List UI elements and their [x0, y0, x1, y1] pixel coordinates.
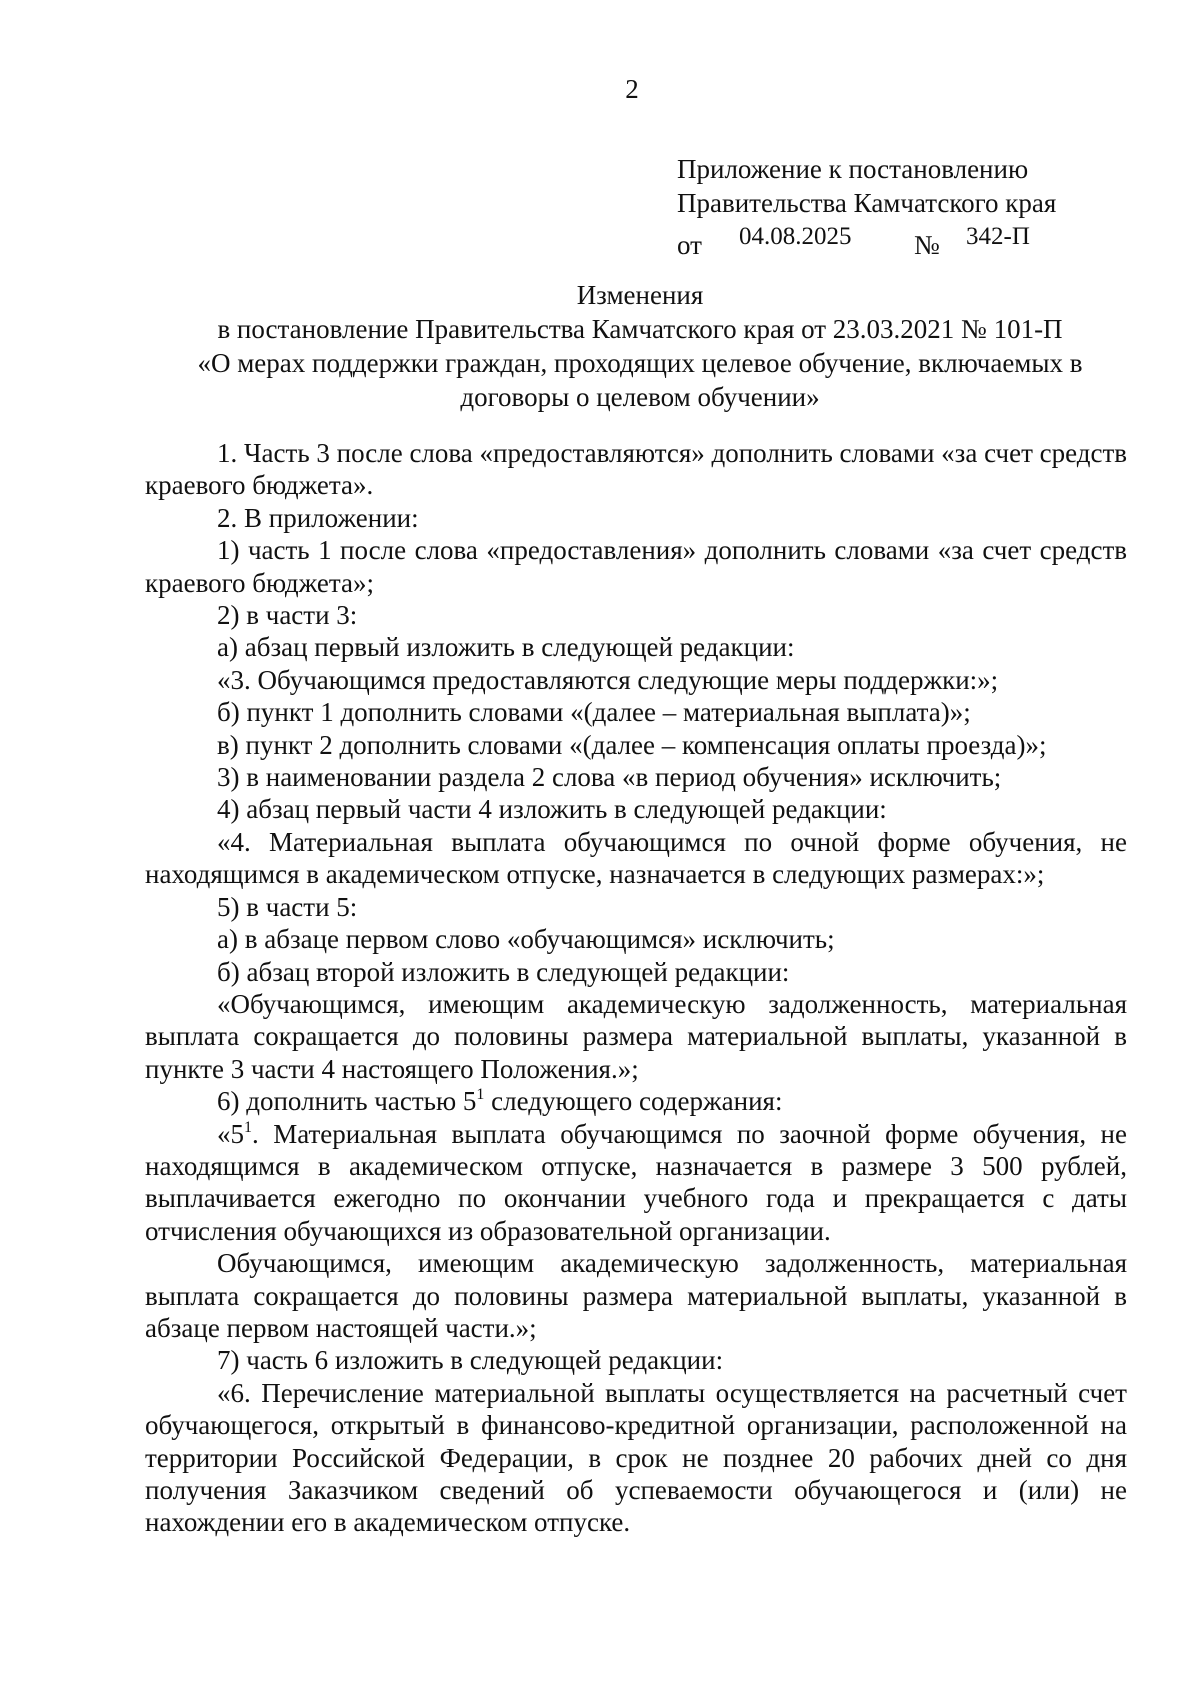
appendix-line-2: Правительства Камчатского края: [677, 188, 1057, 218]
paragraph-17: [145, 1118, 1127, 1248]
paragraph-6: «3. Обучающимся предоставляются следующие меры поддержки:»;: [217, 664, 999, 695]
title-line-1: Изменения: [576, 280, 704, 310]
title-line-3: «О мерах поддержки граждан, проходящих целевое обучение, включаемых в: [197, 348, 1083, 378]
from-label: от: [677, 230, 702, 260]
paragraph-19: 7) часть 6 изложить в следующей редакции:: [217, 1345, 724, 1376]
registration-number: 342-П: [966, 223, 1030, 250]
title-line-2: в постановление Правительства Камчатского края от 23.03.2021 № 101-П: [217, 314, 1063, 344]
paragraph-17-tail: . Материальная выплата обучающимся по заочной форме обучения, не находящимся в академическом отпуске, назначается в размере 3 500 рублей, выплачивается ежегодно по окончании учебного года и прекращается с даты отчисления обучающихся из образовательной организации.: [145, 1118, 1127, 1246]
paragraph-1: 1. Часть 3 после слова «предоставляются» дополнить словами «за счет средств краевого бюджета».: [145, 438, 1128, 501]
paragraph-20: «6. Перечисление материальной выплаты осуществляется на расчетный счет обучающегося, открытый в финансово-кредитной организации, расположенной на территории Российской Федерации, в срок не позднее 20 рабочих дней со дня получения Заказчиком сведений об успеваемости обучающегося и (или) не нахождении его в академическом отпуске.: [145, 1377, 1127, 1538]
paragraph-2: 2. В приложении:: [217, 502, 419, 533]
page-number: 2: [625, 74, 639, 104]
paragraph-12: 5) в части 5:: [217, 891, 358, 922]
superscript-marker: 1: [244, 1118, 252, 1136]
paragraph-15: «Обучающимся, имеющим академическую задолженность, материальная выплата сокращается до половины размера материальной выплаты, указанной в пункте 3 части 4 настоящего Положения.»;: [145, 988, 1127, 1084]
appendix-line-1: Приложение к постановлению: [677, 154, 1029, 184]
paragraph-7: б) пункт 1 дополнить словами «(далее – материальная выплата)»;: [217, 697, 971, 728]
paragraph-5: а) абзац первый изложить в следующей редакции:: [217, 632, 795, 663]
registration-date: 04.08.2025: [739, 223, 852, 250]
paragraph-8: в) пункт 2 дополнить словами «(далее – компенсация оплаты проезда)»;: [217, 729, 1047, 760]
paragraph-18: Обучающимся, имеющим академическую задолженность, материальная выплата сокращается до половины размера материальной выплаты, указанной в абзаце первом настоящей части.»;: [145, 1248, 1127, 1343]
appendix-header: [677, 152, 1137, 260]
paragraph-11: «4. Материальная выплата обучающимся по очной форме обучения, не находящимся в академическом отпуске, назначается в следующих размерах:»;: [145, 826, 1127, 890]
document-title: [140, 278, 1140, 414]
title-line-4: договоры о целевом обучении»: [460, 382, 820, 412]
superscript-marker: 1: [476, 1086, 485, 1104]
paragraph-4: 2) в части 3:: [217, 600, 358, 631]
paragraph-14: б) абзац второй изложить в следующей редакции:: [217, 956, 790, 987]
paragraph-13: а) в абзаце первом слово «обучающимся» исключить;: [217, 924, 835, 955]
paragraph-10: 4) абзац первый части 4 изложить в следующей редакции:: [217, 794, 887, 825]
document-body: [145, 437, 1127, 1539]
paragraph-16: [145, 1085, 1127, 1117]
paragraph-9: 3) в наименовании раздела 2 слова «в период обучения» исключить;: [217, 762, 1002, 793]
paragraph-17-text: «5: [217, 1118, 244, 1149]
number-sign: №: [914, 230, 940, 260]
paragraph-16-tail: следующего содержания:: [484, 1086, 783, 1117]
paragraph-16-text: 6) дополнить частью 5: [217, 1086, 477, 1117]
registration-line: [677, 220, 1137, 260]
paragraph-3: 1) часть 1 после слова «предоставления» дополнить словами «за счет средств краевого бюджета»;: [145, 535, 1127, 598]
